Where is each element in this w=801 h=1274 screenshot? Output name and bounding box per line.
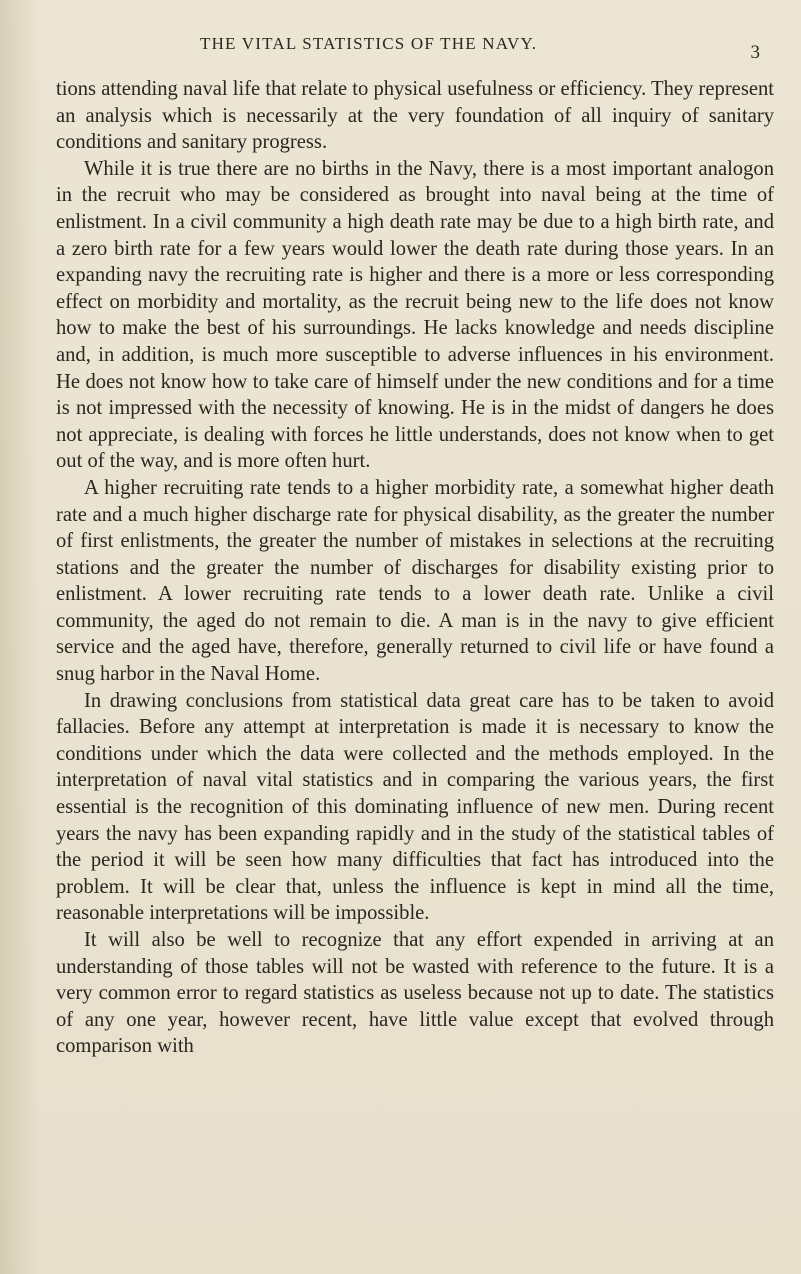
paragraph-continued: tions attending naval life that relate to physical usefulness or efficiency. They represent an analysis which is necessarily at the very foundation of all inquiry of sanitary conditions and sanitary progress.	[56, 78, 774, 154]
running-head: THE VITAL STATISTICS OF THE NAVY.	[200, 34, 538, 53]
page-header	[60, 34, 760, 64]
paragraph-recruiting-rate: A higher recruiting rate tends to a higher morbidity rate, a somewhat higher death rate and a much higher discharge rate for physical disability, as the greater the number of first enlistments, the greater the number of mistakes in selections at the recruiting stations and the greater the number of discharges for disability existing prior to enlistment. A lower recruiting rate tends to a lower death rate. Unlike a civil community, the aged do not remain to die. A man is in the navy to give efficient service and the aged have, therefore, generally returned to civil life or have found a snug harbor in the Naval Home.	[56, 476, 774, 686]
page-number: 3	[750, 42, 760, 63]
paragraph-future-value: It will also be well to recognize that any effort expended in arriving at an understanding of those tables will not be wasted with reference to the future. It is a very common error to regard statistics as useless because not up to date. The statistics of any one year, however recent, have little value except that evolved through comparison with	[56, 929, 774, 1058]
paragraph-statistical-fallacies: In drawing conclusions from statistical data great care has to be taken to avoid fallacies. Before any attempt at interpretation is made it is necessary to know the conditions under which the data were collected and the methods employed. In the interpretation of naval vital statistics and in comparing the various years, the first essential is the recognition of this dominating influence of new men. During recent years the navy has been expanding rapidly and in the study of the statistical tables of the period it will be seen how many difficulties that fact has introduced into the problem. It will be clear that, unless the influence is kept in mind all the time, reasonable interpretations will be impossible.	[56, 689, 774, 925]
body-text	[56, 76, 774, 1060]
paragraph-recruit-analogon: While it is true there are no births in the Navy, there is a most important analogon in the recruit who may be considered as brought into naval being at the time of enlistment. In a civil community a high death rate may be due to a high birth rate, and a zero birth rate for a few years would lower the death rate during those years. In an expanding navy the recruiting rate is higher and there is a more or less corresponding effect on morbidity and mortality, as the recruit being new to the life does not know how to make the best of his surroundings. He lacks knowledge and needs discipline and, in addition, is much more susceptible to adverse influences in his environment. He does not know how to take care of himself under the new conditions and for a time is not impressed with the necessity of knowing. He is in the midst of dangers he does not appreciate, is dealing with forces he little understands, does not know when to get out of the way, and is more often hurt.	[56, 157, 774, 473]
